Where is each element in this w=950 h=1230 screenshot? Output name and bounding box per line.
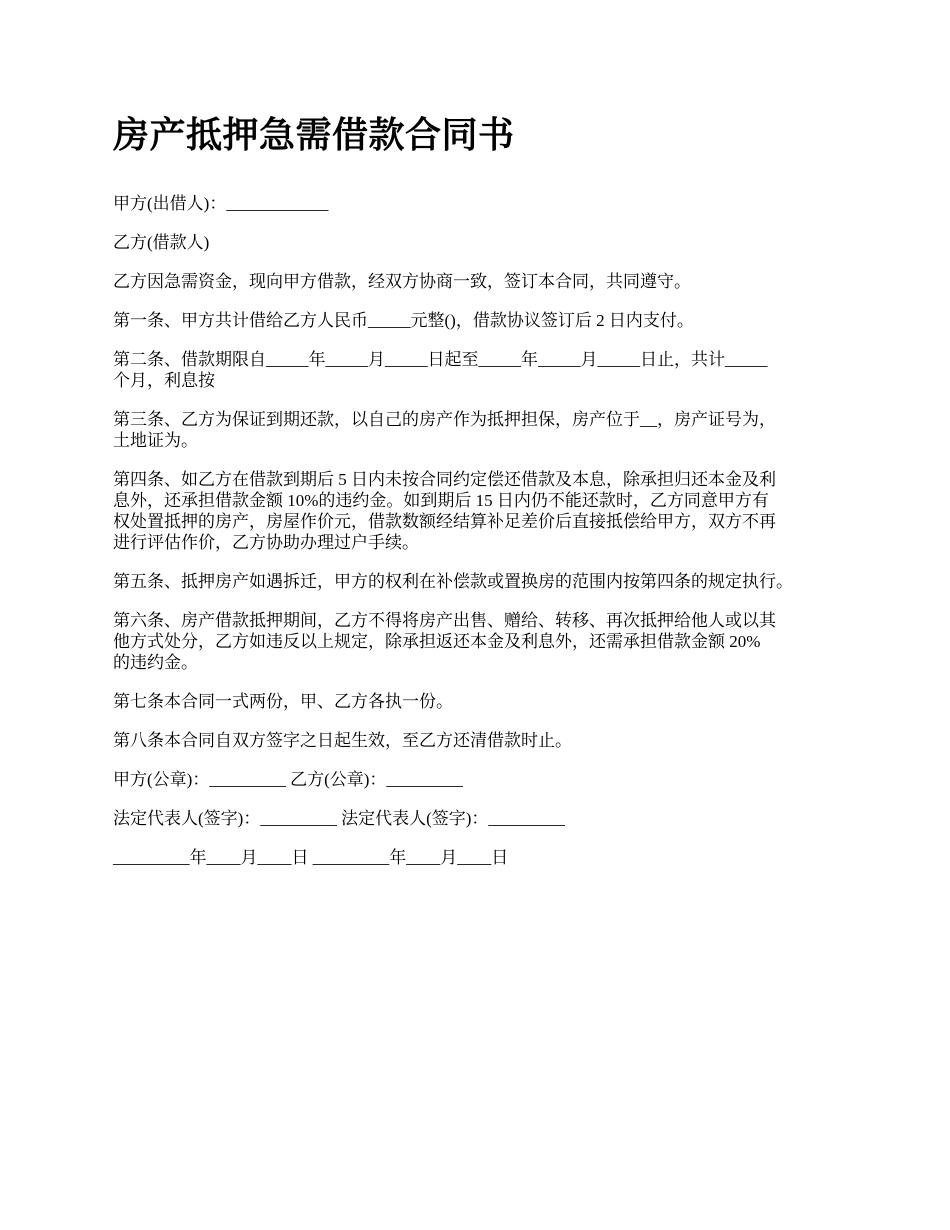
clause-7: 第七条本合同一式两份，甲、乙方各执一份。 (113, 692, 453, 711)
date-line: _________年____月____日 _________年____月____日 (113, 848, 509, 867)
document-title: 房产抵押急需借款合同书 (113, 115, 515, 156)
clause-2: 第二条、借款期限自_____年_____月_____日起至_____年_____月_____日止，共计_____ 个月，利息按 (113, 350, 768, 390)
party-b-borrower-line: 乙方(借款人) (113, 233, 210, 252)
clause-4: 第四条、如乙方在借款到期后 5 日内未按合同约定偿还借款及本息，除承担归还本金及利 息外，还承担借款金额 10%的违约金。如到期后 15 日内仍不能还款时，乙方同意甲方有 权处置抵押的房产，房屋作价元，借款数额经结算补足差价后直接抵偿给甲方，双方不再 进行评估作价，乙方协助办理过户手续。 (113, 470, 776, 552)
clause-3: 第三条、乙方为保证到期还款，以自己的房产作为抵押担保，房产位于__，房产证号为， 土地证为。 (113, 410, 776, 450)
legal-representative-signature-line: 法定代表人(签字)：_________ 法定代表人(签字)：_________ (113, 809, 565, 828)
party-a-lender-line: 甲方(出借人)：____________ (113, 194, 329, 213)
preamble-paragraph: 乙方因急需资金，现向甲方借款，经双方协商一致，签订本合同，共同遵守。 (113, 272, 691, 291)
contract-page (113, 110, 855, 886)
clause-5: 第五条、抵押房产如遇拆迁，甲方的权利在补偿款或置换房的范围内按第四条的规定执行。 (113, 572, 793, 591)
clause-8: 第八条本合同自双方签字之日起生效，至乙方还清借款时止。 (113, 731, 572, 750)
clause-1: 第一条、甲方共计借给乙方人民币_____元整()，借款协议签订后 2 日内支付。 (113, 311, 694, 330)
clause-6: 第六条、房产借款抵押期间，乙方不得将房产出售、赠给、转移、再次抵押给他人或以其 他方式处分，乙方如违反以上规定，除承担返还本金及利息外，还需承担借款金额 20% 的违约金。 (113, 611, 776, 672)
seal-signature-line: 甲方(公章)：_________ 乙方(公章)：_________ (113, 770, 463, 789)
